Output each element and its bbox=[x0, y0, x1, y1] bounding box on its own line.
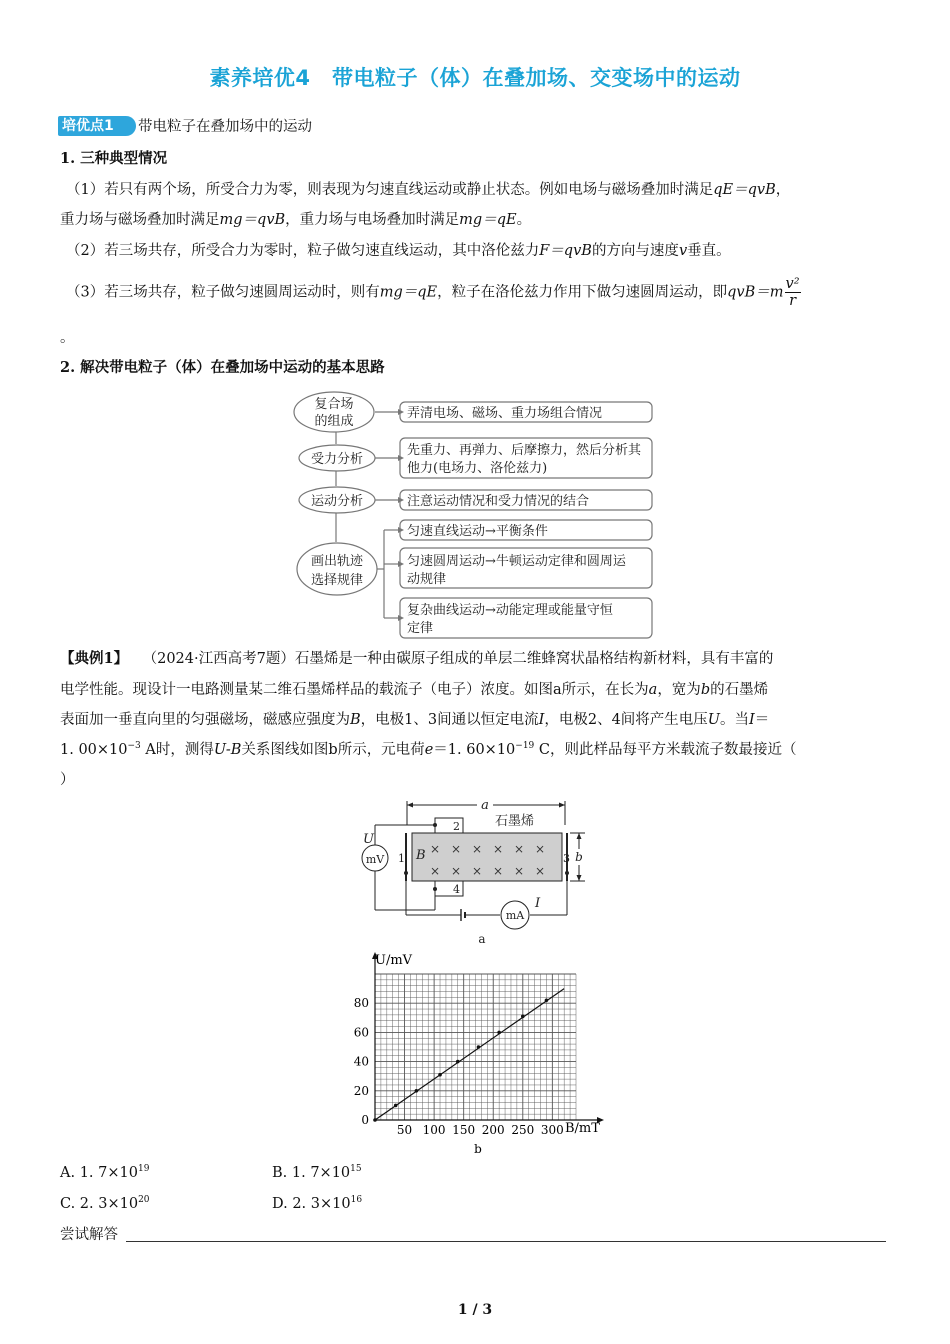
x-tick-label: 250 bbox=[511, 1123, 535, 1137]
chart-tick-labels bbox=[354, 996, 564, 1137]
data-point bbox=[373, 1118, 377, 1122]
example-line-5: ） bbox=[60, 772, 75, 788]
x-tick-label: 300 bbox=[540, 1123, 564, 1137]
flow-n1b: 的组成 bbox=[314, 414, 354, 429]
example-line-4: 1. $00\times 10^{-3}$ A时，测得U-B关系图线如图b所示，元电荷e＝1. $60\times 10^{-19}$ C，则此样品每平方米载流子数最接近（ bbox=[60, 741, 797, 758]
data-point bbox=[438, 1073, 442, 1077]
cross-mark: × bbox=[471, 842, 483, 856]
chart-grid bbox=[375, 974, 576, 1120]
flow-b2a: 先重力、再弹力、后摩擦力，然后分析其 bbox=[407, 443, 642, 458]
answer-input-line[interactable] bbox=[126, 1241, 886, 1242]
choice-b[interactable]: B. 1. $7\times 10^{15}$ bbox=[272, 1164, 362, 1181]
flow-b5b: 动规律 bbox=[407, 572, 447, 587]
flow-b6a: 复杂曲线运动→动能定理或能量守恒 bbox=[407, 603, 613, 618]
electrode-4: 4 bbox=[453, 883, 460, 896]
cross-mark: × bbox=[513, 842, 525, 856]
cross-mark: × bbox=[450, 842, 462, 856]
voltmeter-label: mV bbox=[365, 853, 385, 866]
y-tick-label: 20 bbox=[353, 1083, 369, 1098]
data-point bbox=[545, 998, 549, 1002]
try-answer-label: 尝试解答 bbox=[60, 1227, 118, 1243]
flow-n1a: 复合场 bbox=[314, 397, 354, 412]
cross-mark: × bbox=[534, 842, 546, 856]
y-tick-label: 60 bbox=[353, 1025, 369, 1040]
cross-mark: × bbox=[429, 864, 441, 878]
cross-mark: × bbox=[492, 864, 504, 878]
electrode-3: 3 bbox=[563, 852, 570, 865]
choice-d[interactable]: D. 2. $3\times 10^{16}$ bbox=[272, 1195, 363, 1212]
data-point bbox=[456, 1060, 460, 1064]
electrode-2: 2 bbox=[453, 820, 460, 833]
para-1a: （1）若只有两个场，所受合力为零，则表现为匀速直线运动或静止状态。例如电场与磁场叠加时满足qE＝qvB， bbox=[66, 182, 791, 198]
flow-b1: 弄清电场、磁场、重力场组合情况 bbox=[407, 406, 603, 421]
flow-n2: 受力分析 bbox=[310, 452, 364, 467]
flow-b4: 匀速直线运动→平衡条件 bbox=[407, 524, 548, 539]
chart-xlabel: B/mT bbox=[565, 1121, 600, 1136]
data-point bbox=[497, 1031, 501, 1035]
flow-b2b: 他力(电场力、洛伦兹力) bbox=[407, 461, 548, 476]
page-title: 素养培优4 带电粒子（体）在叠加场、交变场中的运动 bbox=[209, 66, 741, 90]
data-point bbox=[394, 1104, 398, 1108]
dim-b-label: b bbox=[575, 850, 583, 864]
dim-a-label: a bbox=[481, 798, 489, 813]
example-line-2: 电学性能。现设计一电路测量某二维石墨烯样品的载流子（电子）浓度。如图a所示，在长为a，宽为b的石墨烯 bbox=[60, 682, 769, 698]
flow-n4b: 选择规律 bbox=[310, 573, 364, 588]
heading-1: 1. 三种典型情况 bbox=[60, 150, 168, 167]
graphene-label: 石墨烯 bbox=[495, 814, 535, 829]
fraction-v2-r: $\frac{\text{v²}}{r}$ bbox=[785, 276, 800, 309]
para-3-end: 。 bbox=[60, 330, 75, 346]
y-tick-label: 0 bbox=[361, 1113, 369, 1127]
flow-n3: 运动分析 bbox=[310, 494, 364, 509]
chart-marks bbox=[373, 989, 564, 1122]
cross-mark: × bbox=[534, 864, 546, 878]
cross-mark: × bbox=[492, 842, 504, 856]
para-2: （2）若三场共存，所受合力为零时，粒子做匀速直线运动，其中洛伦兹力F＝qvB的方向与速度v垂直。 bbox=[66, 243, 731, 259]
data-point bbox=[415, 1089, 419, 1093]
flow-b6b: 定律 bbox=[407, 621, 434, 636]
choice-c[interactable]: C. 2. $3\times 10^{20}$ bbox=[60, 1195, 150, 1212]
data-point bbox=[521, 1015, 525, 1019]
page-number: 1 / 3 bbox=[457, 1302, 493, 1318]
figure-a-circuit bbox=[355, 795, 595, 950]
figure-b-chart bbox=[340, 948, 610, 1160]
figure-a-caption: a bbox=[478, 932, 486, 946]
current-label: I bbox=[535, 896, 541, 911]
x-tick-label: 100 bbox=[422, 1123, 446, 1137]
section-title: 带电粒子在叠加场中的运动 bbox=[138, 119, 312, 135]
flow-chart bbox=[290, 390, 660, 642]
y-tick-label: 40 bbox=[353, 1054, 369, 1069]
para-3: （3）若三场共存，粒子做匀速圆周运动时，则有mg＝qE，粒子在洛伦兹力作用下做匀速圆周运动，即qvB＝m $\frac{\text{v²}}{r}$ bbox=[66, 276, 800, 309]
electrode-1: 1 bbox=[398, 852, 405, 865]
field-label: B bbox=[416, 848, 426, 863]
cross-mark: × bbox=[471, 864, 483, 878]
x-tick-label: 50 bbox=[396, 1123, 413, 1137]
data-point bbox=[477, 1045, 481, 1049]
example-line-1: 【典例1】 （2024·江西高考7题）石墨烯是一种由碳原子组成的单层二维蜂窝状晶格结构新材料，具有丰富的 bbox=[60, 650, 774, 667]
y-tick-label: 80 bbox=[353, 996, 369, 1011]
cross-mark: × bbox=[429, 842, 441, 856]
x-tick-label: 200 bbox=[481, 1123, 505, 1137]
cross-mark: × bbox=[513, 864, 525, 878]
chart-caption: b bbox=[474, 1142, 482, 1156]
section-badge: 培优点1 bbox=[58, 116, 136, 136]
chart-ylabel: U/mV bbox=[375, 953, 413, 968]
heading-2: 2. 解决带电粒子（体）在叠加场中运动的基本思路 bbox=[60, 359, 385, 376]
choice-a[interactable]: A. 1. $7\times 10^{19}$ bbox=[60, 1164, 150, 1181]
ammeter-label: mA bbox=[505, 909, 525, 922]
flow-b3: 注意运动情况和受力情况的结合 bbox=[407, 494, 590, 509]
flow-b5a: 匀速圆周运动→牛顿运动定律和圆周运 bbox=[407, 554, 626, 569]
cross-mark: × bbox=[450, 864, 462, 878]
flow-n4a: 画出轨迹 bbox=[310, 554, 364, 569]
voltage-label: U bbox=[363, 832, 374, 847]
para-1b: 重力场与磁场叠加时满足mg＝qvB，重力场与电场叠加时满足mg＝qE。 bbox=[60, 212, 532, 228]
example-line-3: 表面加一垂直向里的匀强磁场，磁感应强度为B，电极1、3间通以恒定电流I，电极2、4间将产生电压U。当I＝ bbox=[60, 712, 770, 728]
x-tick-label: 150 bbox=[452, 1123, 476, 1137]
